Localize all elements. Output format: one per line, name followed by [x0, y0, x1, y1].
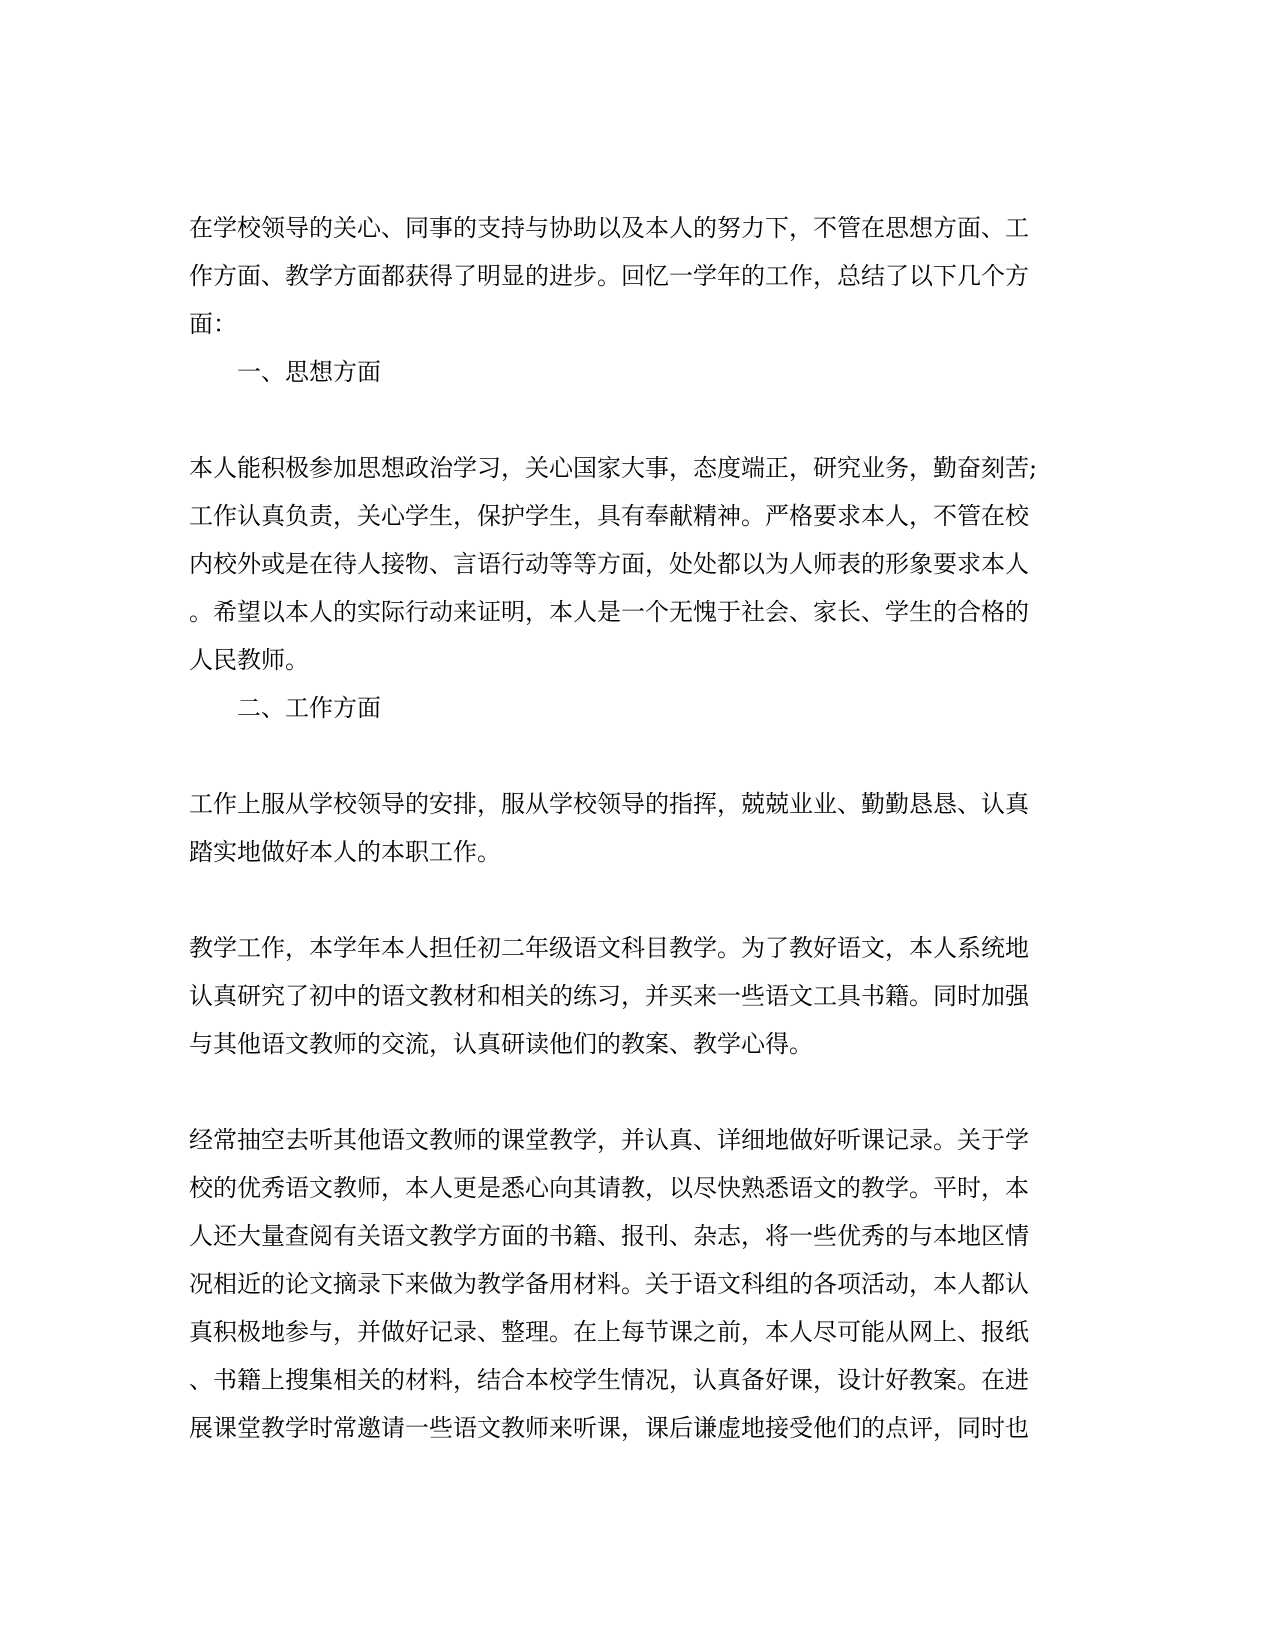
lecture-observation-paragraph: 经常抽空去听其他语文教师的课堂教学，并认真、详细地做好听课记录。关于学 校的优秀语文教师，本人更是悉心向其请教，以尽快熟悉语文的教学。平时，本 人还大量查阅有关语文教学方面的书籍、报刊、杂志，将一些优秀的与本地区情 况相近的论文摘录下来做为教学备用材料。关于语文科组的各项活动，本人都认 真积极地参与，并做好记录、整理。在上每节课之前，本人尽可能从网上、报纸 、书籍上搜集相关的材料，结合本校学生情况，认真备好课，设计好教案。在进 展课堂教学时常邀请一些语文教师来听课，课后谦虚地接受他们的点评，同时也 — [189, 1126, 1029, 1442]
section-heading-work: 二、工作方面 — [237, 694, 381, 722]
thought-paragraph: 本人能积极参加思想政治学习，关心国家大事，态度端正，研究业务，勤奋刻苦; 工作认真负责，关心学生，保护学生，具有奉献精神。严格要求本人，不管在校 内校外或是在待人接物、言语行动等等方面，处处都以为人师表的形象要求本人 。希望以本人的实际行动来证明，本人是一个无愧于社会、家长、学生的合格的 人民教师。 — [189, 454, 1038, 674]
work-paragraph: 工作上服从学校领导的安排，服从学校领导的指挥，兢兢业业、勤勤恳恳、认真 踏实地做好本人的本职工作。 — [189, 790, 1029, 866]
document-body — [189, 204, 1069, 1452]
intro-paragraph: 在学校领导的关心、同事的支持与协助以及本人的努力下，不管在思想方面、工 作方面、教学方面都获得了明显的进步。回忆一学年的工作，总结了以下几个方 面： — [189, 214, 1029, 338]
section-heading-thought: 一、思想方面 — [237, 358, 381, 386]
teaching-paragraph: 教学工作，本学年本人担任初二年级语文科目教学。为了教好语文，本人系统地 认真研究了初中的语文教材和相关的练习，并买来一些语文工具书籍。同时加强 与其他语文教师的交流，认真研读他们的教案、教学心得。 — [189, 934, 1029, 1058]
